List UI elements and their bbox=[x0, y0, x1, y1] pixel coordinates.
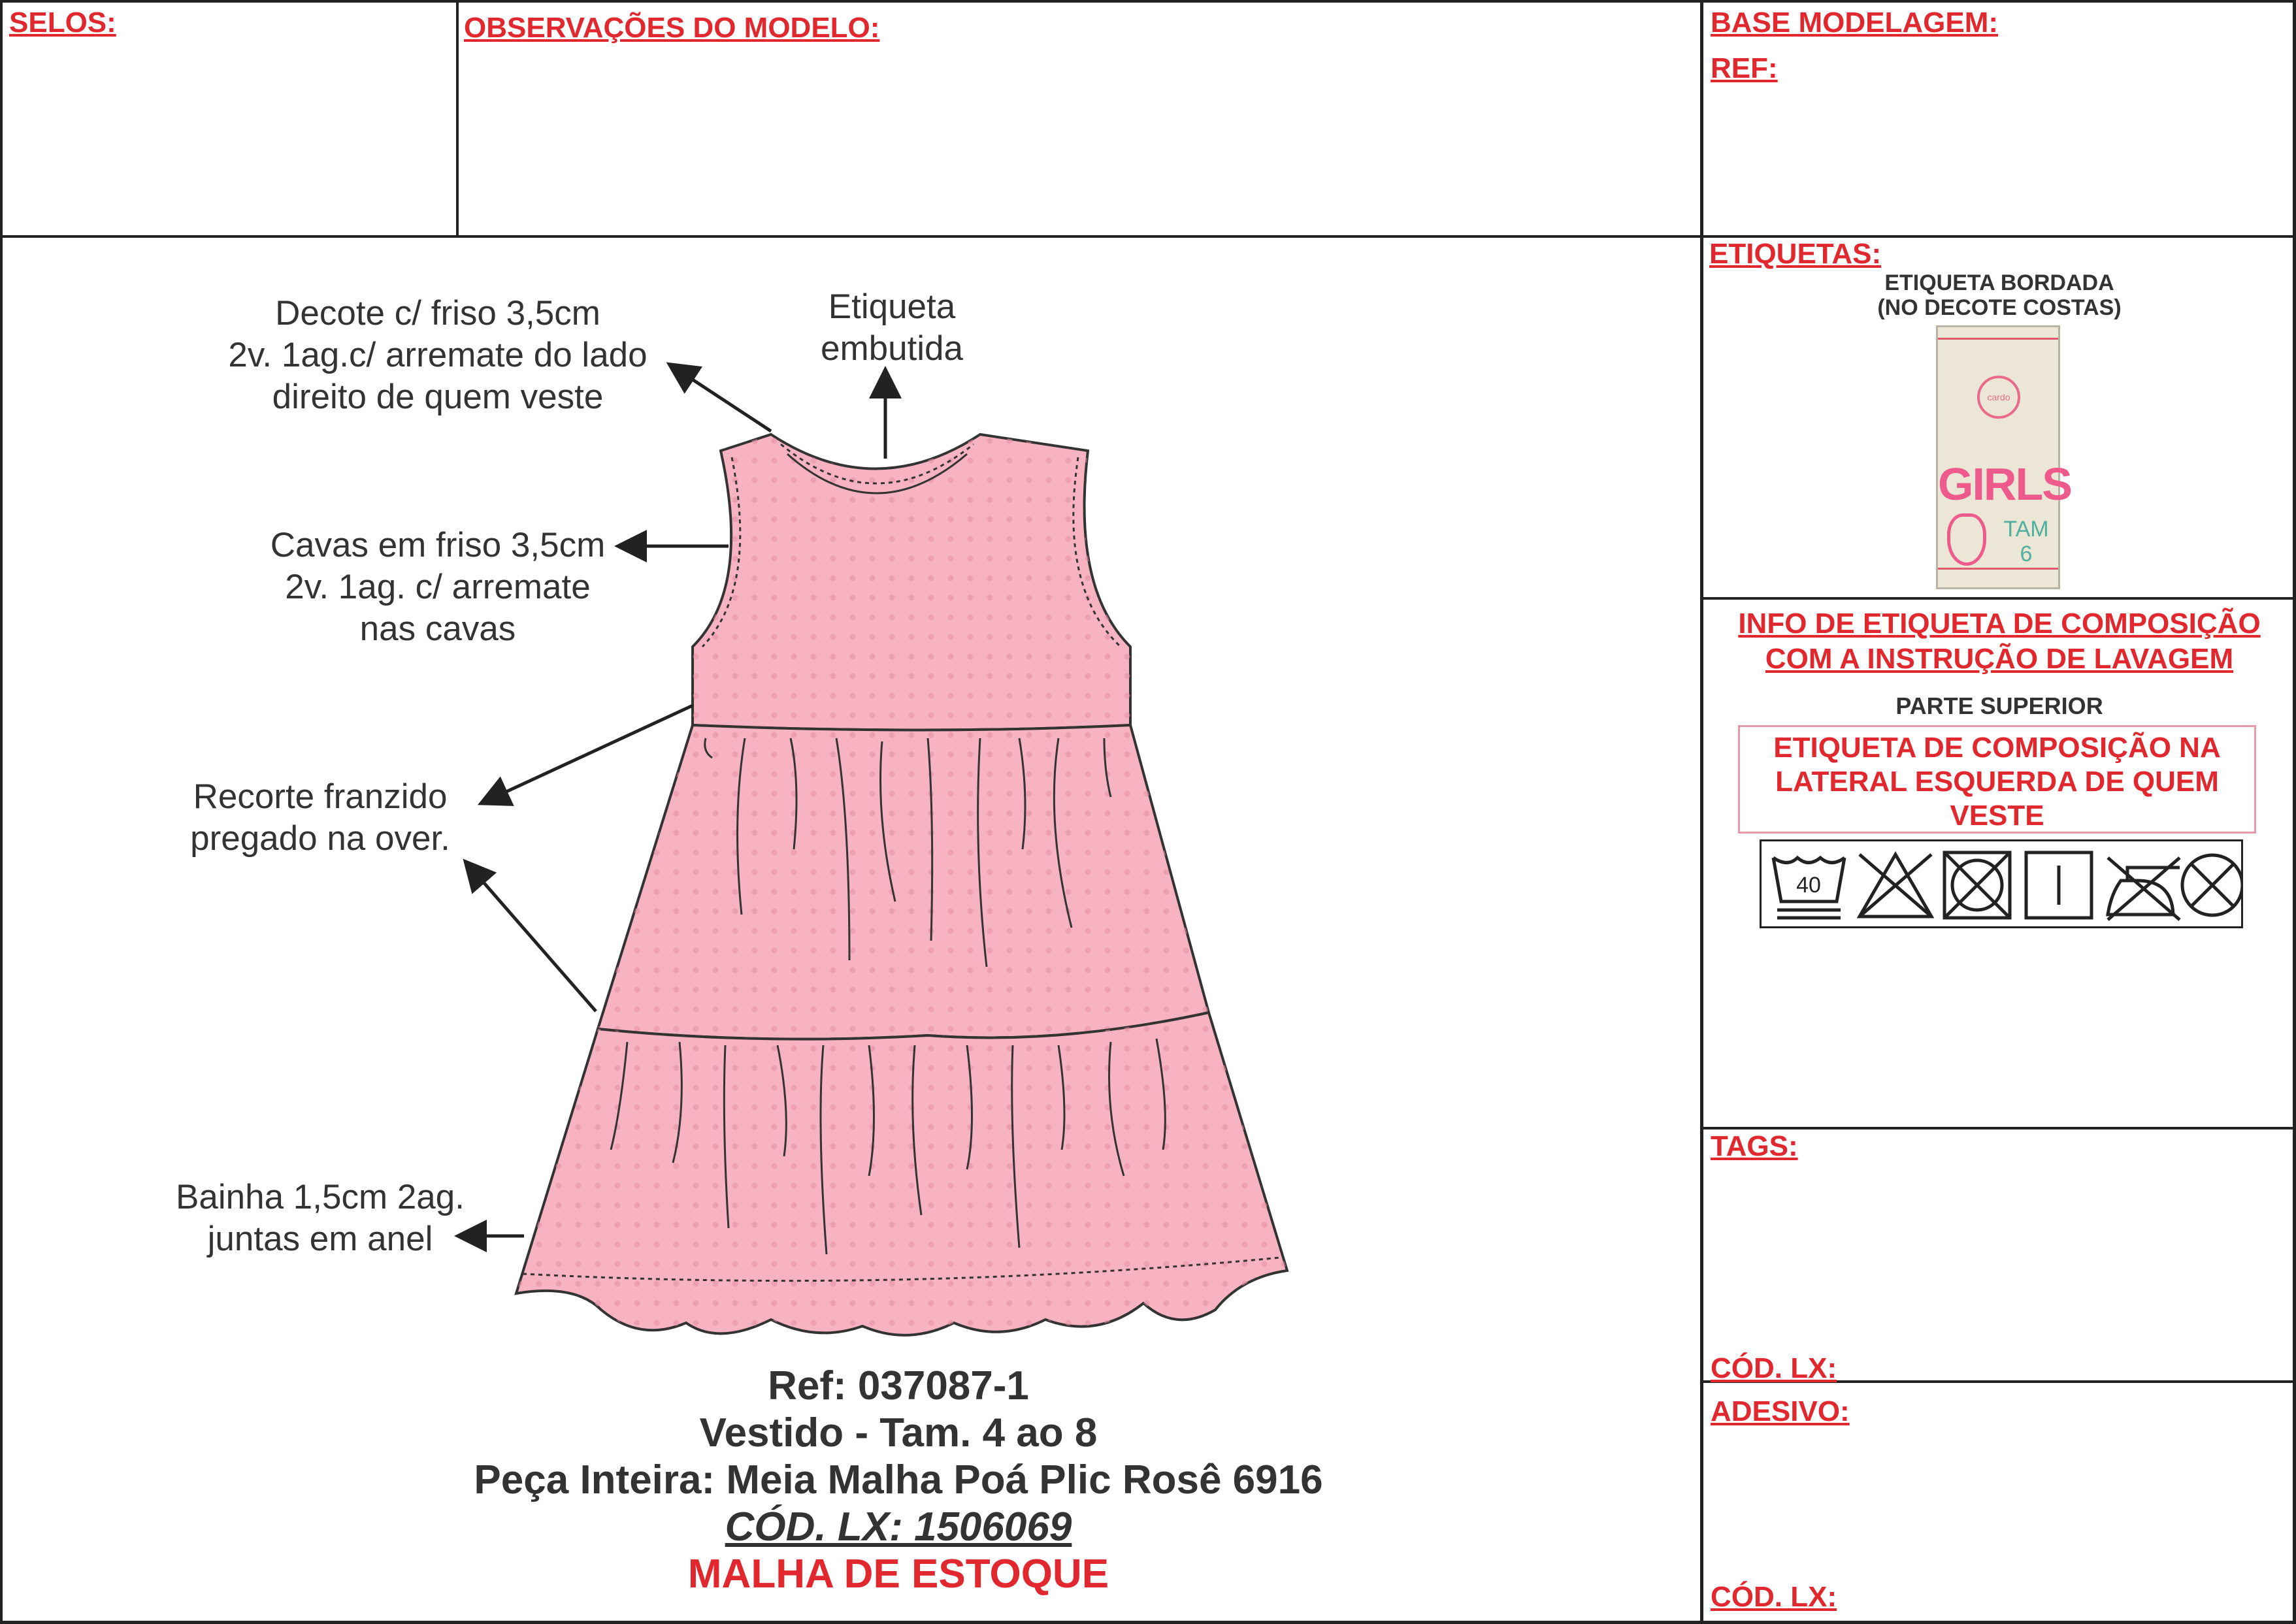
composicao-title-2: COM A INSTRUÇÃO DE LAVAGEM bbox=[1765, 643, 2234, 675]
product-stock: MALHA DE ESTOQUE bbox=[687, 1551, 1109, 1597]
no-bleach-icon bbox=[1860, 854, 1931, 917]
product-code: CÓD. LX: 1506069 bbox=[725, 1504, 1072, 1550]
ref-label: REF: bbox=[1711, 52, 1778, 84]
composicao-part: PARTE SUPERIOR bbox=[1895, 692, 2103, 719]
selos-label: SELOS: bbox=[9, 7, 116, 39]
etiqueta-caption-2: (NO DECOTE COSTAS) bbox=[1877, 295, 2122, 320]
label-size-title: TAM bbox=[2003, 517, 2049, 542]
note-bainha: Bainha 1,5cm 2ag. juntas em anel bbox=[176, 1178, 465, 1258]
etiqueta-caption-1: ETIQUETA BORDADA bbox=[1884, 270, 2114, 295]
line-dry-icon bbox=[2026, 853, 2091, 918]
note-etiqueta: Etiqueta embutida bbox=[820, 287, 964, 368]
note-cavas: Cavas em friso 3,5cm 2v. 1ag. c/ arremate nas cavas bbox=[270, 526, 606, 648]
label-size-value: 6 bbox=[2020, 542, 2033, 566]
label-icon bbox=[1947, 513, 1986, 566]
label-stitch-bottom bbox=[1938, 568, 2058, 570]
no-dry-clean-icon bbox=[2182, 855, 2241, 915]
wash-temp-text: 40 bbox=[1796, 873, 1821, 898]
adesivo-label: ADESIVO: bbox=[1711, 1395, 1850, 1427]
label-brand: GIRLS bbox=[1938, 459, 2071, 510]
wash-instructions bbox=[1760, 839, 2243, 928]
observacoes-label: OBSERVAÇÕES DO MODELO: bbox=[464, 12, 880, 44]
label-stitch-top bbox=[1938, 338, 2058, 340]
product-fabric: Peça Inteira: Meia Malha Poá Plic Rosê 6916 bbox=[474, 1457, 1323, 1502]
product-name: Vestido - Tam. 4 ao 8 bbox=[699, 1410, 1098, 1455]
frame-bottom bbox=[0, 1621, 2296, 1624]
etiquetas-divider bbox=[1701, 597, 2296, 600]
base-modelagem-label: BASE MODELAGEM: bbox=[1711, 7, 1998, 39]
no-tumble-dry-icon bbox=[1944, 853, 2010, 918]
composicao-title-1: INFO DE ETIQUETA DE COMPOSIÇÃO bbox=[1738, 608, 2261, 640]
tags-divider bbox=[1701, 1127, 2296, 1129]
label-logo-circle: cardo bbox=[1977, 376, 2020, 419]
note-recorte: Recorte franzido pregado na over. bbox=[190, 777, 450, 858]
embroidered-label-image bbox=[1936, 325, 2071, 589]
composicao-box: ETIQUETA DE COMPOSIÇÃO NA LATERAL ESQUERDA DE QUEM VESTE bbox=[1738, 725, 2256, 834]
product-ref: Ref: 037087-1 bbox=[768, 1363, 1029, 1408]
tags-cod-label: CÓD. LX: bbox=[1711, 1352, 1837, 1384]
adesivo-cod-label: CÓD. LX: bbox=[1711, 1581, 1837, 1613]
no-iron-icon bbox=[2108, 858, 2180, 920]
note-decote: Decote c/ friso 3,5cm 2v. 1ag.c/ arremate do lado direito de quem veste bbox=[228, 294, 648, 416]
etiquetas-label: ETIQUETAS: bbox=[1709, 238, 1882, 270]
tags-label: TAGS: bbox=[1711, 1130, 1798, 1162]
product-info bbox=[457, 1363, 1339, 1598]
